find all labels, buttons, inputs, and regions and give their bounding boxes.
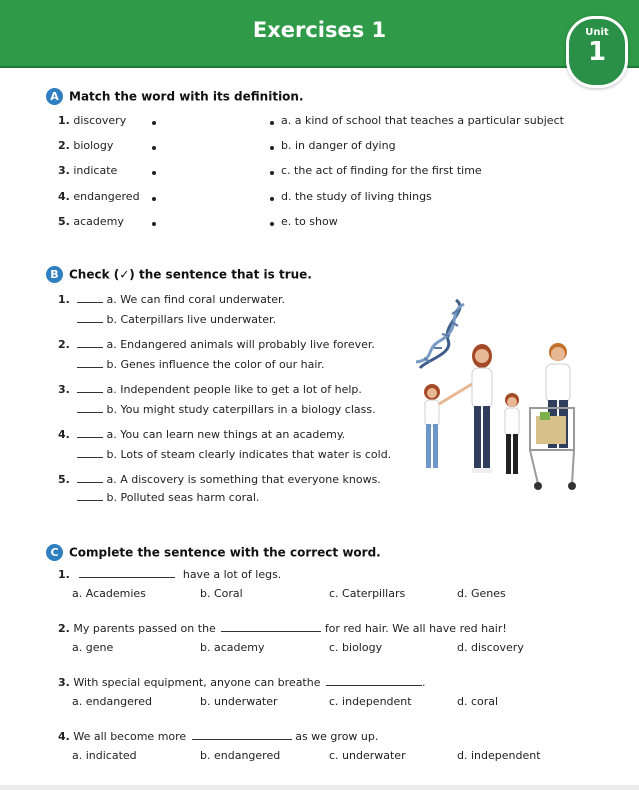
word-text: academy (73, 215, 124, 228)
question-number: 1. (58, 568, 70, 581)
match-dot-left[interactable] (152, 171, 156, 175)
section-a-heading (46, 88, 304, 105)
check-blank[interactable] (77, 392, 103, 393)
definition-d: d. the study of living things (281, 190, 432, 203)
page-bottom-edge (0, 785, 639, 790)
option[interactable]: d. discovery (457, 641, 524, 654)
check-sentence: a. A discovery is something that everyone knows. (106, 473, 381, 486)
check-blank[interactable] (77, 457, 103, 458)
match-dot-right[interactable] (270, 121, 274, 125)
option[interactable]: a. indicated (72, 749, 137, 762)
question-3 (58, 676, 425, 689)
boy-figure (505, 393, 519, 474)
check-sentence: b. You might study caterpillars in a biology class. (106, 403, 376, 416)
unit-label: Unit (585, 27, 609, 38)
section-a-letter: A (46, 88, 63, 105)
question-text: My parents passed on the (73, 622, 216, 635)
option[interactable]: a. Academies (72, 587, 146, 600)
check-blank[interactable] (77, 482, 103, 483)
check-sentence: b. Polluted seas harm coral. (106, 491, 260, 504)
check-row (77, 338, 375, 351)
family-dna-illustration (412, 296, 594, 498)
question-number: 4. (58, 730, 70, 743)
option[interactable]: b. underwater (200, 695, 278, 708)
option[interactable]: c. independent (329, 695, 412, 708)
option[interactable]: a. gene (72, 641, 114, 654)
check-row (77, 428, 345, 441)
question-1 (58, 568, 281, 581)
question-4 (58, 730, 378, 743)
option[interactable]: c. biology (329, 641, 383, 654)
match-word-2 (58, 139, 113, 152)
word-number: 5. (58, 215, 70, 228)
check-row (77, 313, 276, 326)
question-2 (58, 622, 507, 635)
check-item-number: 3. (58, 383, 70, 396)
section-b-title: Check (✓) the sentence that is true. (69, 267, 312, 282)
page-title: Exercises 1 (252, 18, 387, 42)
match-dot-right[interactable] (270, 222, 274, 226)
match-dot-left[interactable] (152, 222, 156, 226)
match-dot-right[interactable] (270, 146, 274, 150)
check-item-number: 2. (58, 338, 70, 351)
option[interactable]: b. academy (200, 641, 265, 654)
option[interactable]: d. independent (457, 749, 541, 762)
word-number: 2. (58, 139, 70, 152)
check-sentence: a. You can learn new things at an academy. (106, 428, 346, 441)
match-dot-right[interactable] (270, 197, 274, 201)
definition-a: a. a kind of school that teaches a particular subject (281, 114, 564, 127)
unit-badge (566, 16, 628, 88)
dna-helix-icon (416, 300, 464, 368)
word-text: discovery (73, 114, 127, 127)
girl-figure (424, 384, 472, 468)
check-sentence: b. Lots of steam clearly indicates that water is cold. (106, 448, 392, 461)
section-b-heading (46, 266, 312, 283)
check-row (77, 448, 391, 461)
shopping-cart-icon (530, 408, 576, 490)
option[interactable]: c. Caterpillars (329, 587, 406, 600)
check-blank[interactable] (77, 347, 103, 348)
check-item-number: 4. (58, 428, 70, 441)
question-text: We all become more (73, 730, 187, 743)
question-number: 2. (58, 622, 70, 635)
section-c-letter: C (46, 544, 63, 561)
match-dot-left[interactable] (152, 146, 156, 150)
match-dot-left[interactable] (152, 121, 156, 125)
check-row (77, 383, 362, 396)
option[interactable]: d. coral (457, 695, 499, 708)
match-word-5 (58, 215, 124, 228)
check-blank[interactable] (77, 322, 103, 323)
option[interactable]: d. Genes (457, 587, 506, 600)
check-blank[interactable] (77, 412, 103, 413)
answer-blank[interactable] (79, 577, 175, 578)
answer-blank[interactable] (192, 739, 292, 740)
option[interactable]: b. endangered (200, 749, 281, 762)
check-sentence: a. Endangered animals will probably live forever. (106, 338, 375, 351)
check-sentence: a. Independent people like to get a lot of help. (106, 383, 362, 396)
match-word-3 (58, 164, 117, 177)
check-row (77, 403, 376, 416)
check-blank[interactable] (77, 437, 103, 438)
word-number: 4. (58, 190, 70, 203)
check-row (77, 358, 324, 371)
question-number: 3. (58, 676, 70, 689)
section-a-title: Match the word with its definition. (69, 89, 304, 104)
question-text: for red hair. We all have red hair! (324, 622, 507, 635)
check-blank[interactable] (77, 500, 103, 501)
match-dot-right[interactable] (270, 171, 274, 175)
match-dot-left[interactable] (152, 197, 156, 201)
match-word-1 (58, 114, 126, 127)
check-item-number: 1. (58, 293, 70, 306)
definition-c: c. the act of finding for the first time (281, 164, 482, 177)
check-row (77, 293, 285, 306)
check-sentence: b. Caterpillars live underwater. (106, 313, 277, 326)
section-b-letter: B (46, 266, 63, 283)
check-blank[interactable] (77, 302, 103, 303)
word-number: 1. (58, 114, 70, 127)
check-sentence: b. Genes influence the color of our hair. (106, 358, 325, 371)
match-word-4 (58, 190, 140, 203)
check-row (77, 473, 381, 486)
definition-b: b. in danger of dying (281, 139, 396, 152)
section-c-heading (46, 544, 381, 561)
word-text: biology (73, 139, 114, 152)
option[interactable]: c. underwater (329, 749, 406, 762)
page-header (0, 0, 639, 68)
question-text: have a lot of legs. (182, 568, 282, 581)
mother-figure (472, 344, 492, 473)
word-text: endangered (73, 190, 140, 203)
answer-blank[interactable] (326, 685, 422, 686)
word-text: indicate (73, 164, 118, 177)
check-sentence: a. We can find coral underwater. (106, 293, 286, 306)
question-text: . (421, 676, 426, 689)
definition-e: e. to show (281, 215, 338, 228)
word-number: 3. (58, 164, 70, 177)
answer-blank[interactable] (221, 631, 321, 632)
option[interactable]: b. Coral (200, 587, 243, 600)
question-text: With special equipment, anyone can breathe (73, 676, 321, 689)
unit-number: 1 (587, 37, 607, 67)
check-blank[interactable] (77, 367, 103, 368)
check-row (77, 491, 259, 504)
check-item-number: 5. (58, 473, 70, 486)
option[interactable]: a. endangered (72, 695, 152, 708)
section-c-title: Complete the sentence with the correct word. (69, 545, 381, 560)
question-text: as we grow up. (295, 730, 379, 743)
